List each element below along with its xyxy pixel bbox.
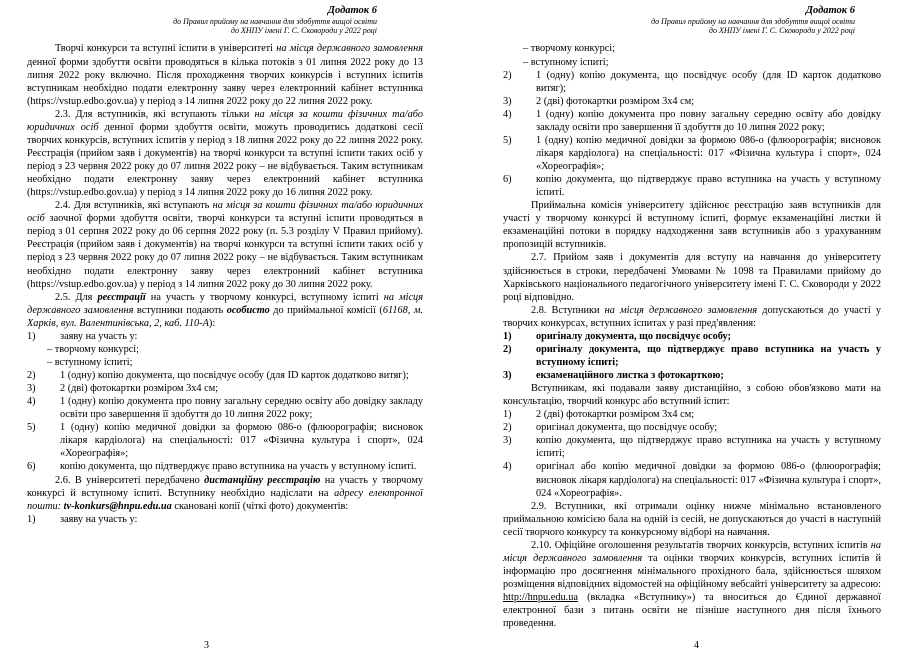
- list-item: 4) 1 (одну) копію документа про повну загальну середню освіту або довідку закладу освіти про завершення її здобуття до 10 липня 2022 року;: [503, 108, 881, 133]
- paragraph-2-9: 2.9. Вступники, які отримали оцінку нижче мінімально встановленого приймальною комісією бала на одній із сесій, не допускаються до участі в наступній сесії творчого конкурсу та конкурсному відборі на навчання.: [503, 500, 881, 538]
- appendix-subtitle-line1: до Правил прийому на навчання для здобуття вищої освіти: [173, 17, 377, 27]
- list-item: 1) оригіналу документа, що посвідчує особу;: [503, 330, 731, 342]
- list-item: 2) 1 (одну) копію документа, що посвідчує особу (для ID карток додатково витяг);: [27, 370, 409, 381]
- list-item: 6) копію документа, що підтверджує право вступника на участь у вступному іспиті.: [27, 461, 417, 473]
- list-item: 2) оригінал документа, що посвідчує особу;: [503, 422, 718, 434]
- paragraph-2-3: 2.3. Для вступників, які вступають тільки на місця за кошти фізичних та/або юридичних осіб денної форми здобуття освіти, можуть проводитись додаткові сесії творчих конкурсів, вступних іспитів у період з 18 липня 2022 року до 22 липня 2022 року. Реєстрація (прийом заяв і документів) на творчі конкурси та вступні іспити таких осіб у період з 23 червня 2022 року до 07 липня 2022 року – не відбувається. Таким вступникам необхідно подати електронну заяву через електронний кабінет вступника (https://vstup.edbo.gov.ua) у період з 14 липня 2022 року до 16 липня 2022 року.: [27, 108, 423, 199]
- list-item: 4) оригінал або копію медичної довідки за формою 086-о (флюорографія; висновок лікаря кардіолога) на спеціальності: 017 «Фізична культура і спорт», 024 «Хореографія».: [503, 461, 881, 499]
- documents-list: [27, 330, 423, 474]
- list-item: 1) заяву на участь у:: [27, 513, 138, 525]
- list-item: 3) копію документа, що підтверджує право вступника на участь у вступному іспиті;: [503, 435, 881, 460]
- appendix-title: Додаток 6: [327, 5, 377, 16]
- page-right: [450, 0, 900, 655]
- paragraph-2-8: 2.8. Вступники на місця державного замовлення допускаються до участі у творчих конкурсах, вступних іспитах у разі пред'явлення:: [503, 304, 881, 329]
- paragraph-2-10: 2.10. Офіційне оголошення результатів творчих конкурсів, вступних іспитів на місця державного замовлення та оцінки творчих конкурсів, вступних іспитів й інформацію про досягнення мінімального прохідного бала, здійснюється шляхом розміщення відповідних відомостей на офіційному вебсайті університету за адресою: http://hnpu.edu.ua (вкладка «Вступнику») та вноситься до Єдиної державної електронної бази з питань освіти не пізніше наступного дня після їхнього проведення.: [503, 539, 881, 630]
- website-link[interactable]: http://hnpu.edu.ua: [503, 592, 578, 604]
- left-body: [27, 42, 423, 525]
- email-link[interactable]: tv-konkurs@hnpu.edu.ua: [63, 500, 172, 512]
- list-item: 5) 1 (одну) копію медичної довідки за формою 086-о (флюорографія; висновок лікаря кардіолога) на спеціальності: 017 «Фізична культура і спорт», 024 «Хореографія»;: [503, 134, 881, 172]
- list-subitem: – творчому конкурсі;: [523, 43, 616, 55]
- paragraph-2-6: 2.6. В університеті передбачено дистанційну реєстрацію на участь у творчому конкурсі й вступному іспиті. Вступнику необхідно надіслати на адресу електронної пошти: tv-konkurs@hnpu.edu.ua скановані копії (чіткі фото) документів:: [27, 474, 423, 512]
- list-item: 5) 1 (одну) копію медичної довідки за формою 086-о (флюорографія; висновок лікаря кардіолога) на спеціальності: 017 «Фізична культура і спорт», 024 «Хореографія»;: [27, 422, 423, 460]
- appendix-title: Додаток 6: [805, 5, 855, 16]
- paragraph-2-7: 2.7. Прийом заяв і документів для вступу на навчання до університету здійснюється в строки, передбачені Умовами № 1098 та Правилами прийому до Харківського національного педагогічного університету імені Г. С. Сковороди у 2022 році відповідно.: [503, 252, 881, 303]
- paragraph: Творчі конкурси та вступні іспити в університеті на місця державного замовлення денної форми здобуття освіти проводяться в кілька потоків з 01 липня 2022 року до 13 липня 2022 року включно. Після проходження творчих конкурсів і вступних іспитів вступникам необхідно подати електронну заяву через електронний кабінет вступника (https://vstup.edbo.gov.ua) у період з 14 липня 2022 року до 22 липня 2022 року.: [27, 43, 423, 107]
- appendix-subtitle-line2: до ХНПУ імені Г. С. Сковороди у 2022 році: [708, 26, 855, 36]
- list-item: 1) заяву на участь у:: [27, 330, 138, 342]
- list-subitem: – вступному іспиті;: [47, 356, 133, 368]
- list-item: 6) копію документа, що підтверджує право вступника на участь у вступному іспиті.: [503, 174, 881, 199]
- paragraph: Приймальна комісія університету здійснює реєстрацію заяв вступників для участі у творчому конкурсі й вступному іспиті, формує екзаменаційні листки й екзаменаційні потоки в порядку надходження заяв вступників або з урахуванням пропозицій вступників.: [503, 200, 881, 251]
- list-item: 1) 2 (дві) фотокартки розміром 3х4 см;: [503, 409, 695, 421]
- list-item: 4) 1 (одну) копію документа про повну загальну середню освіту або довідку закладу освіти про завершення її здобуття до 10 липня 2022 року;: [27, 396, 423, 421]
- paragraph-2-4: 2.4. Для вступників, які вступають на місця за кошти фізичних та/або юридичних осіб заочної форми здобуття освіти, творчі конкурси та вступні іспити проводяться в період з 01 серпня 2022 року до 06 серпня 2022 року (п. 5.3 розділу V Правил прийому). Реєстрація (прийом заяв і документів) на творчі конкурси та вступні іспити таких осіб у період з 23 червня 2022 року до 07 липня 2022 року – не відбувається. Таким вступникам необхідно подати електронну заяву через електронний кабінет вступника (https://vstup.edbo.gov.ua) у період з 14 липня 2022 року до 30 липня 2022 року.: [27, 200, 424, 290]
- appendix-subtitle-line1: до Правил прийому на навчання для здобуття вищої освіти: [651, 17, 855, 27]
- appendix-subtitle-line2: до ХНПУ імені Г. С. Сковороди у 2022 році: [230, 26, 377, 36]
- appendix-header: [27, 5, 377, 35]
- paragraph-2-5: 2.5. Для реєстрації на участь у творчому конкурсі, вступному іспиті на місця державного замовлення вступники подають особисто до приймальної комісії (61168, м. Харків, вул. Валентинівська, 2, каб. 110-А):: [27, 291, 424, 329]
- list-item: 2) 1 (одну) копію документа, що посвідчує особу (для ID карток додатково витяг);: [503, 69, 881, 94]
- list-subitem: – вступному іспиті;: [523, 56, 609, 68]
- list-item: 3) 2 (дві) фотокартки розміром 3х4 см;: [27, 383, 219, 395]
- list-subitem: – творчому конкурсі;: [47, 343, 140, 355]
- list-item: 3) 2 (дві) фотокартки розміром 3х4 см;: [503, 95, 695, 107]
- list-item: 2) оригіналу документа, що підтверджує право вступника на участь у вступному іспиті;: [503, 343, 881, 368]
- appendix-header: [503, 5, 855, 35]
- paragraph: Вступникам, які подавали заяву дистанційно, з собою обов'язково мати на консультацію, творчий конкурс або вступний іспит:: [503, 383, 881, 408]
- right-body: [503, 42, 881, 630]
- page-number: 3: [204, 640, 209, 651]
- page-number: 4: [694, 640, 699, 651]
- list-item: 3) екзаменаційного листка з фотокарткою;: [503, 370, 724, 381]
